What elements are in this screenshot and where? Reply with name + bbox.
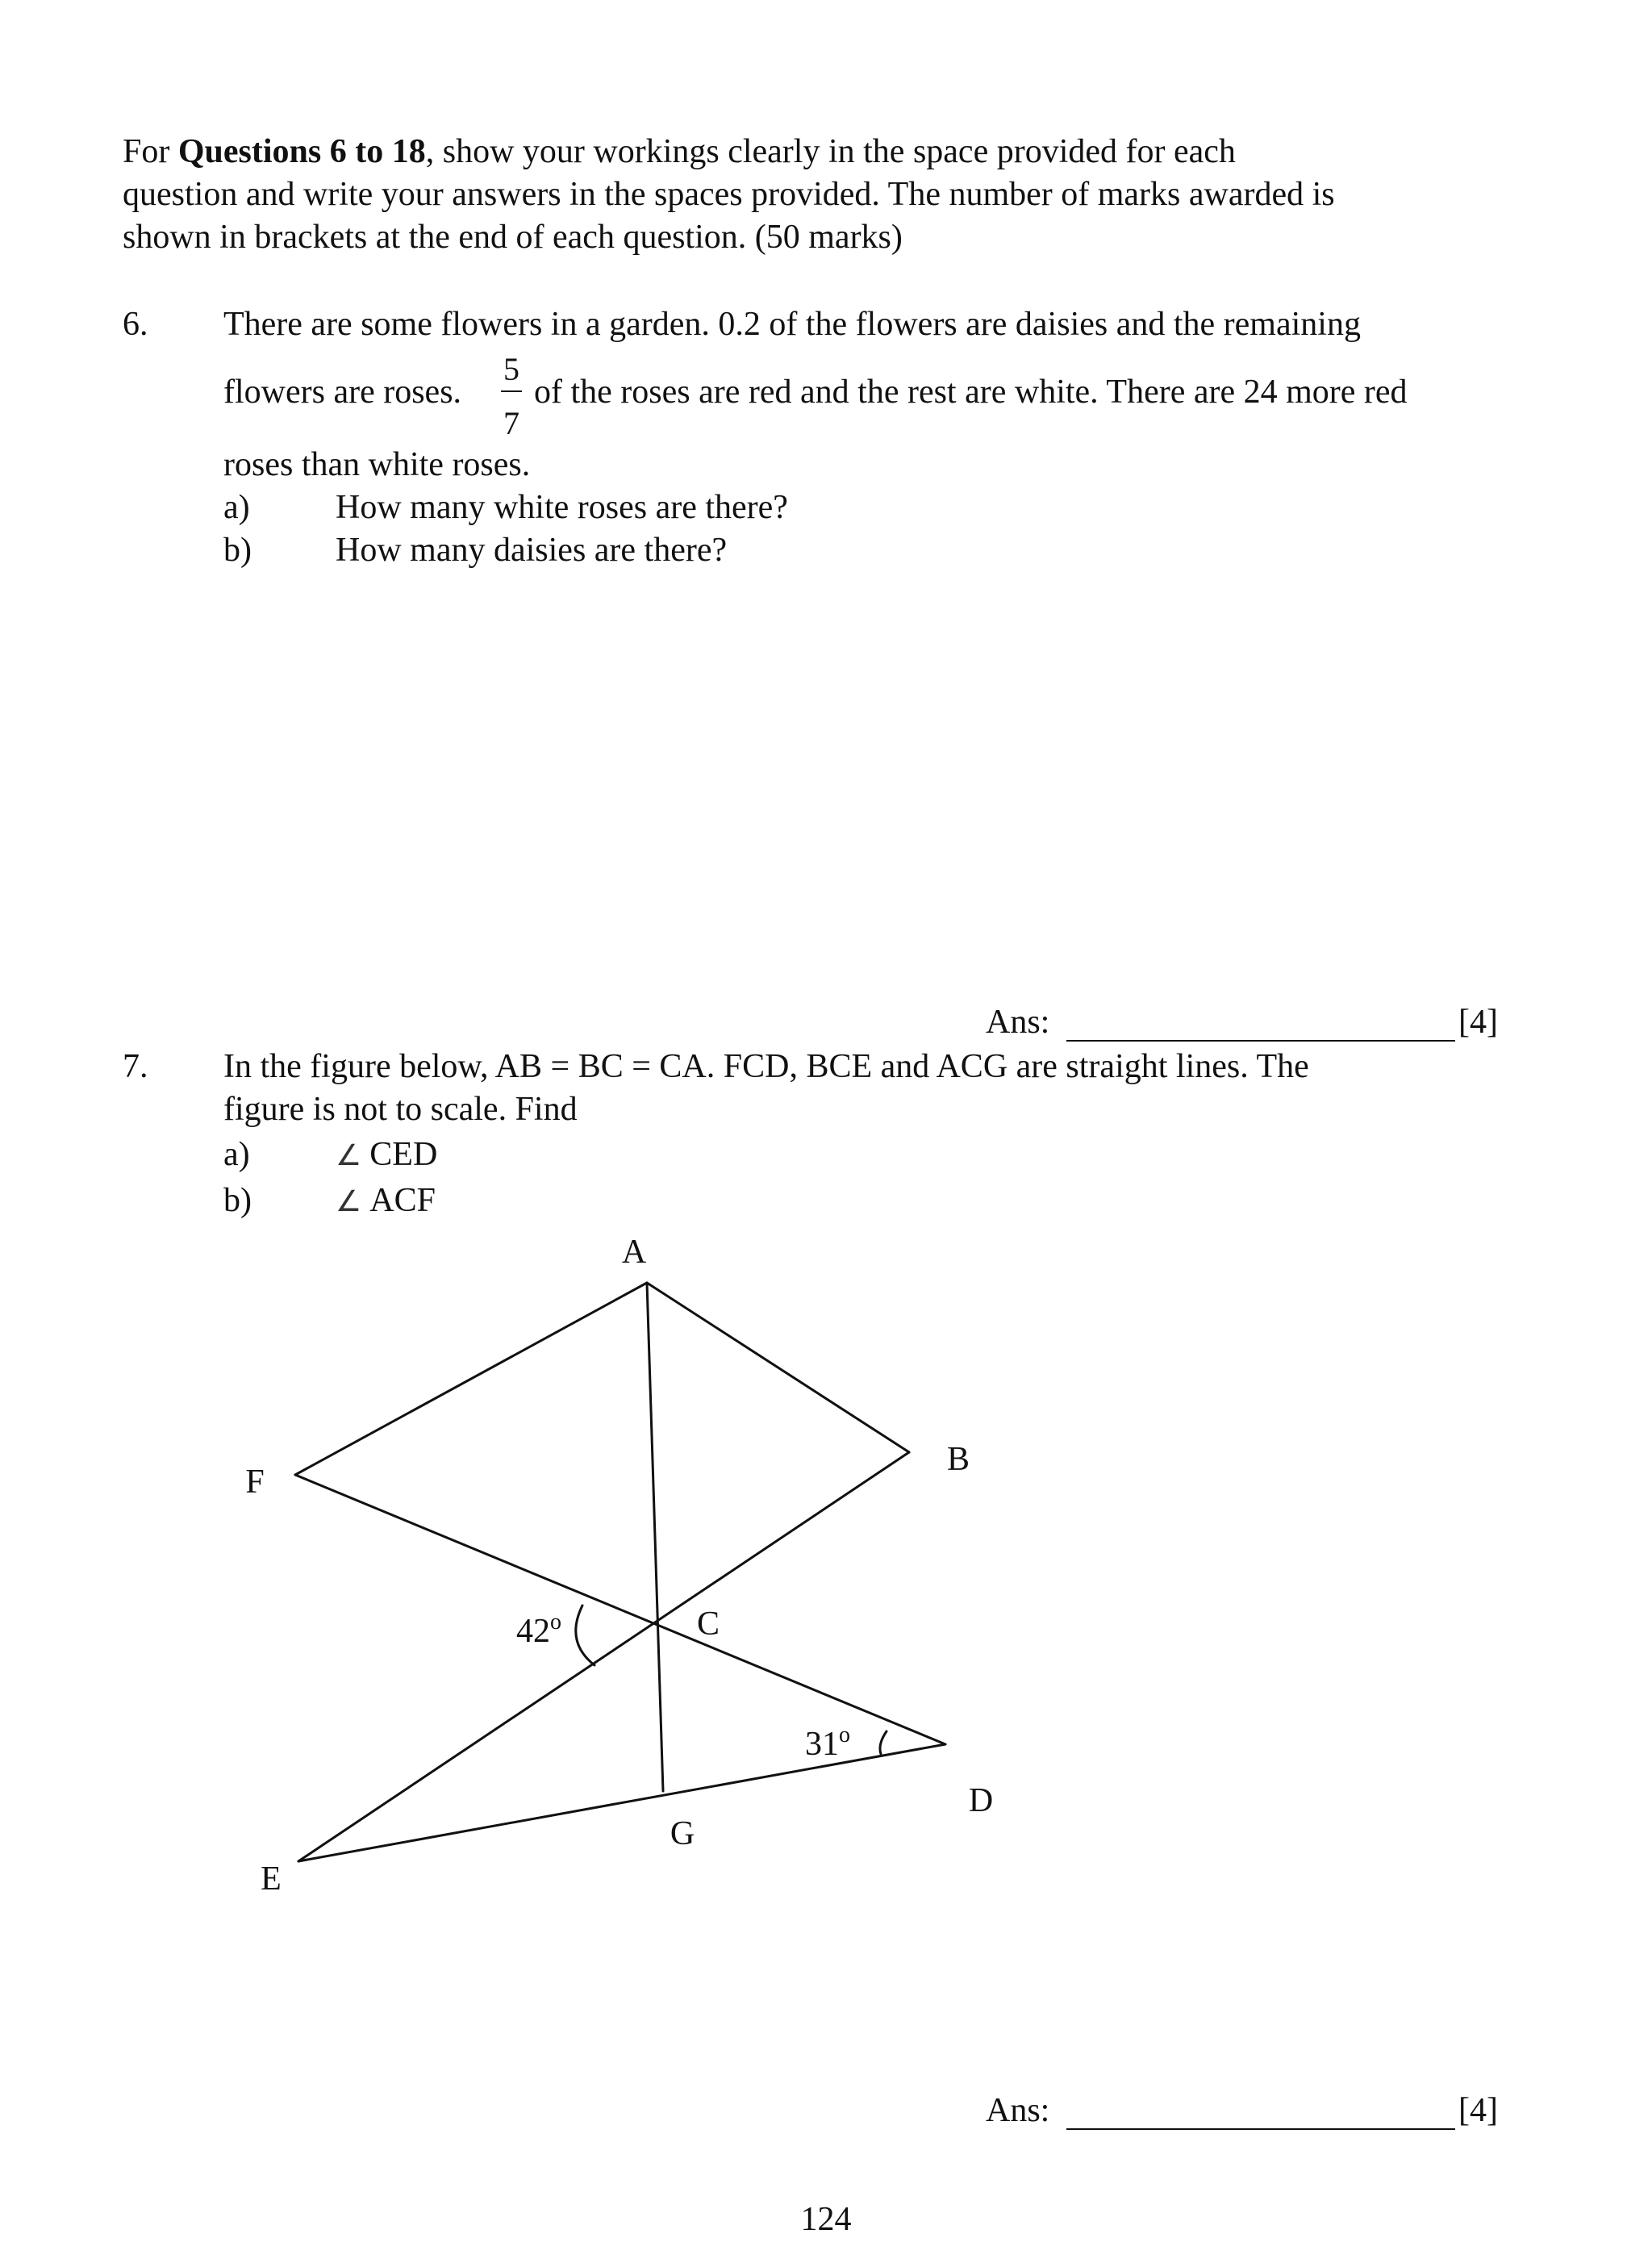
question-7-line-2: figure is not to scale. Find: [223, 1091, 578, 1128]
point-label-b: B: [946, 1441, 970, 1478]
angle-arc-42: [576, 1606, 594, 1665]
question-6-part-a-label: a): [223, 489, 250, 526]
line-fcd: [295, 1475, 945, 1744]
fraction-numerator: 5: [503, 351, 519, 387]
question-6-line-2-after: of the roses are red and the rest are white. There are 24 more red: [534, 374, 1408, 411]
instructions-line-3: shown in brackets at the end of each question. (50 marks): [123, 219, 903, 256]
question-7-answer-label: Ans:: [986, 2092, 1050, 2129]
angle-icon: ∠: [336, 1139, 362, 1172]
instructions-bold: Questions 6 to 18: [177, 133, 426, 170]
point-label-e: E: [261, 1860, 282, 1898]
line-acg: [647, 1283, 663, 1791]
question-6-part-b-label: b): [223, 532, 252, 569]
instructions-prefix: For: [123, 133, 178, 170]
point-label-f: F: [245, 1464, 265, 1501]
angle-label-31: 31$^o$: [805, 1722, 850, 1763]
segment-af: [295, 1283, 647, 1475]
question-7-part-a-text: CED: [369, 1136, 438, 1173]
point-label-c: C: [696, 1606, 720, 1643]
question-7-part-a-label: a): [223, 1136, 250, 1173]
question-7-line-1: In the figure below, AB = BC = CA. FCD, BCE and ACG are straight lines. The: [223, 1048, 1309, 1085]
question-6-part-b-text: How many daisies are there?: [336, 532, 728, 569]
question-6-line-2-before: flowers are roses.: [223, 374, 462, 411]
instructions-line1-rest: , show your workings clearly in the space provided for each: [425, 133, 1236, 170]
question-6-part-a-text: How many white roses are there?: [336, 489, 788, 526]
segment-ab: [647, 1283, 909, 1452]
angle-arc-31: [880, 1731, 886, 1754]
question-7-part-b-label: b): [223, 1182, 252, 1219]
question-6-line-3: roses than white roses.: [223, 446, 531, 483]
degree-marker: o: [550, 1610, 561, 1635]
point-label-g: G: [670, 1815, 695, 1852]
question-6-marks: [4]: [1458, 1004, 1498, 1041]
angle-label-42: 42$^o$: [516, 1610, 561, 1650]
question-6-answer-label: Ans:: [986, 1004, 1050, 1041]
instructions-line-2: question and write your answers in the spaces provided. The number of marks awarded is: [123, 176, 1335, 213]
question-7-number: 7.: [123, 1048, 148, 1085]
question-6-line-1: There are some flowers in a garden. 0.2 of the flowers are daisies and the remaining: [223, 306, 1361, 343]
degree-marker: o: [839, 1722, 850, 1747]
segment-ed: [298, 1744, 945, 1861]
page-number: 124: [800, 2201, 852, 2238]
question-7-answer-line[interactable]: [1066, 2128, 1455, 2130]
point-label-d: D: [968, 1782, 994, 1819]
question-6-number: 6.: [123, 306, 148, 343]
question-7-part-b-text: ACF: [369, 1182, 436, 1219]
angle-icon: ∠: [336, 1185, 362, 1218]
fraction-denominator: 7: [503, 405, 519, 441]
question-7-marks: [4]: [1458, 2092, 1498, 2129]
point-label-a: A: [621, 1234, 647, 1271]
